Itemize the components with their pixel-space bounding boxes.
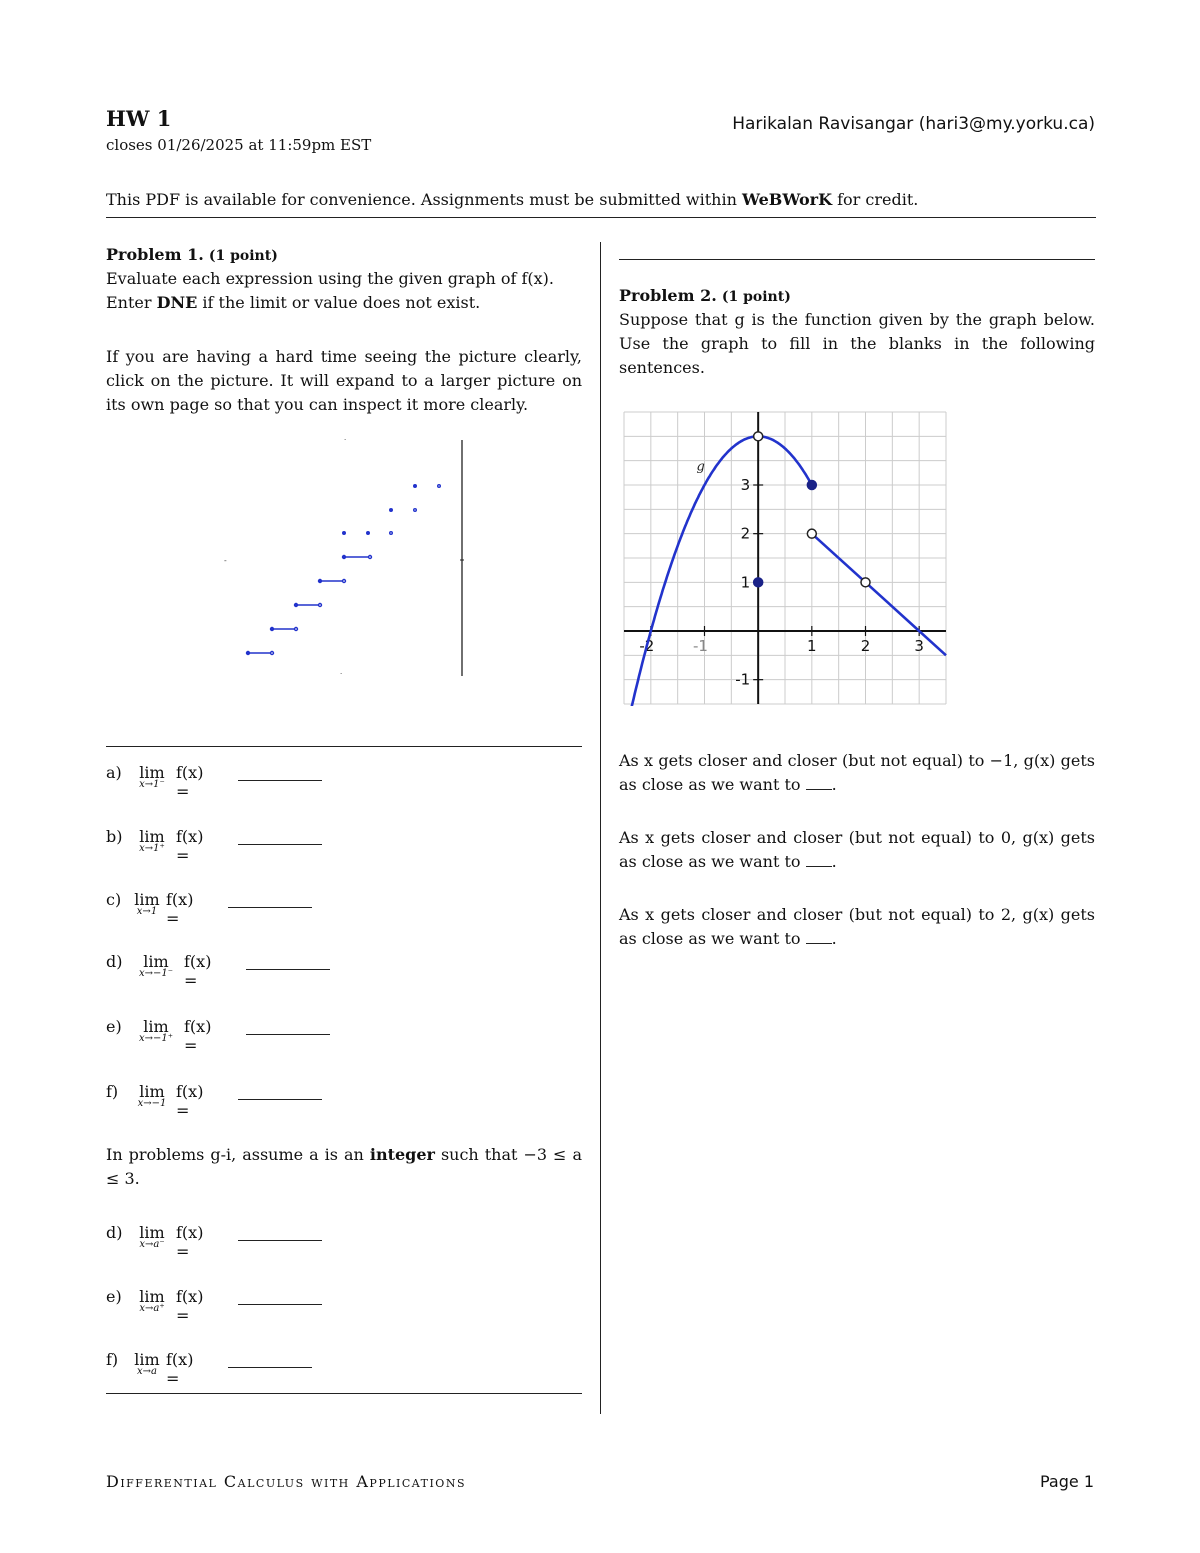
sentence-end: . — [831, 929, 837, 948]
question-label: c) — [106, 890, 122, 909]
limit-subscript: x→−1⁻ — [138, 968, 174, 979]
y-tick-label: 1 — [740, 573, 751, 592]
curve-branch-left — [624, 436, 812, 706]
limit-subscript: x→a⁺ — [139, 1303, 165, 1314]
answer-blank[interactable] — [246, 969, 330, 970]
graph-steps — [247, 485, 441, 655]
question-label: d) — [106, 1223, 123, 1242]
limit-subscript: x→a⁻ — [139, 1239, 165, 1250]
closed-point — [754, 578, 763, 587]
page-number: Page 1 — [1040, 1472, 1094, 1491]
fill-in-sentence — [619, 903, 1095, 951]
y-tick-label: 3 — [740, 476, 751, 494]
sentence-blank[interactable] — [806, 929, 832, 944]
limit-operator — [130, 1287, 174, 1314]
lim-word: lim — [134, 890, 160, 909]
header-rule — [106, 217, 1096, 218]
assignment-title: HW 1 — [106, 106, 172, 131]
closed-point — [807, 481, 816, 490]
integer-note-post: such that −3 ≤ a ≤ 3. — [106, 1145, 582, 1188]
problem-1-instruction: Evaluate each expression using the given graph of f(x). — [106, 269, 555, 288]
function-expression: f(x) = — [176, 827, 204, 865]
limit-subscript: x→−1⁺ — [138, 1033, 174, 1044]
function-expression: f(x) = — [176, 1082, 204, 1120]
limit-subscript: x→1 — [136, 906, 158, 917]
sentence-text: As x gets closer and closer (but not equal) to 2, g(x) gets as close as we want to — [619, 905, 1095, 948]
limit-operator — [130, 890, 164, 917]
sentence-end: . — [831, 775, 837, 794]
lim-word: lim — [139, 1223, 165, 1242]
lim-word: lim — [134, 1350, 160, 1369]
pdf-notice — [106, 190, 918, 209]
problem-2-points: (1 point) — [721, 289, 791, 305]
question-label: f) — [106, 1082, 119, 1101]
answer-blank[interactable] — [238, 844, 322, 845]
function-expression: f(x) = — [176, 763, 204, 801]
answer-blank[interactable] — [238, 1304, 322, 1305]
problem-2-intro: Suppose that g is the function given by the graph below. Use the graph to fill in the blanks in the following sentences. — [619, 310, 1095, 377]
limit-operator — [130, 763, 174, 790]
problem-1-graph[interactable] — [210, 432, 480, 682]
question-label: e) — [106, 1287, 122, 1306]
question-label: a) — [106, 763, 122, 782]
limit-subscript: x→−1 — [137, 1098, 167, 1109]
dne-keyword: DNE — [156, 293, 198, 312]
function-expression: f(x) = — [166, 1350, 194, 1388]
due-date: closes 01/26/2025 at 11:59pm EST — [106, 136, 372, 154]
integer-keyword: integer — [369, 1145, 435, 1164]
problem-1-label: Problem 1. — [106, 245, 204, 264]
problem-1-bottom-rule — [106, 1393, 582, 1394]
webwork-name: WeBWorK — [741, 190, 832, 209]
x-tick-label: 3 — [914, 637, 924, 655]
lim-word: lim — [139, 1082, 165, 1101]
sentence-text: As x gets closer and closer (but not equal) to −1, g(x) gets as close as we want to — [619, 751, 1095, 794]
answer-blank[interactable] — [238, 1099, 322, 1100]
graph-mark: · — [340, 670, 343, 678]
answer-blank[interactable] — [228, 907, 312, 908]
function-expression: f(x) = — [184, 952, 212, 990]
course-name: Differential Calculus with Applications — [106, 1472, 466, 1491]
lim-word: lim — [143, 1017, 169, 1036]
dne-pre: Enter — [106, 293, 157, 312]
y-tick-label: -1 — [735, 670, 751, 689]
lim-word: lim — [139, 827, 165, 846]
limit-subscript: x→1⁺ — [139, 843, 165, 854]
student-name: Harikalan Ravisangar (hari3@my.yorku.ca) — [732, 114, 1095, 134]
problem-2-graph[interactable] — [622, 410, 948, 706]
x-tick-label: -1 — [693, 637, 708, 655]
limit-operator — [130, 827, 174, 854]
lim-word: lim — [139, 1287, 165, 1306]
limit-operator — [130, 1017, 182, 1044]
sentence-blank[interactable] — [806, 852, 832, 867]
open-point — [807, 529, 816, 538]
sentence-blank[interactable] — [806, 775, 832, 790]
problem-1-rule — [106, 746, 582, 747]
problem-2-label: Problem 2. — [619, 286, 717, 305]
question-label: d) — [106, 952, 123, 971]
answer-blank[interactable] — [246, 1034, 330, 1035]
problem-1-heading — [106, 245, 278, 264]
limit-subscript: x→a — [137, 1366, 157, 1377]
open-point — [754, 432, 763, 441]
answer-blank[interactable] — [228, 1367, 312, 1368]
x-tick-label: -2 — [639, 637, 655, 655]
dne-post: if the limit or value does not exist. — [197, 293, 481, 312]
function-expression: f(x) = — [184, 1017, 212, 1055]
sentence-end: . — [831, 852, 837, 871]
curve-branch-right — [812, 534, 946, 656]
integer-note — [106, 1143, 582, 1191]
dne-instruction — [106, 291, 582, 315]
notice-text-end: for credit. — [832, 190, 919, 209]
limit-operator — [130, 1223, 174, 1250]
limit-operator — [130, 1350, 164, 1377]
graph-mark: - — [224, 556, 227, 565]
sentence-text: As x gets closer and closer (but not equal) to 0, g(x) gets as close as we want to — [619, 828, 1095, 871]
problem-1-intro — [106, 267, 582, 315]
notice-text: This PDF is available for convenience. Assignments must be submitted within — [106, 190, 742, 209]
curve-label: g — [696, 459, 705, 475]
column-divider — [600, 242, 601, 1414]
problem-1-points: (1 point) — [208, 248, 278, 264]
lim-word: lim — [139, 763, 165, 782]
question-label: b) — [106, 827, 123, 846]
answer-blank[interactable] — [238, 780, 322, 781]
graph-mark: · — [344, 436, 347, 444]
problem-2-heading — [619, 286, 791, 305]
question-label: f) — [106, 1350, 119, 1369]
picture-note: If you are having a hard time seeing the picture clearly, click on the picture. It will expand to a larger picture on its own page so that you can inspect it more clearly. — [106, 347, 582, 414]
limit-subscript: x→1⁻ — [139, 779, 165, 790]
integer-note-pre: In problems g-i, assume a is an — [106, 1145, 370, 1164]
y-tick-label: 2 — [740, 524, 751, 543]
lim-word: lim — [143, 952, 169, 971]
x-tick-label: 1 — [807, 637, 817, 655]
answer-blank[interactable] — [238, 1240, 322, 1241]
function-expression: f(x) = — [166, 890, 194, 928]
limit-operator — [130, 952, 182, 979]
limit-operator — [130, 1082, 174, 1109]
problem-2-rule — [619, 259, 1095, 260]
fill-in-sentence — [619, 826, 1095, 874]
open-point — [861, 578, 870, 587]
function-expression: f(x) = — [176, 1287, 204, 1325]
x-tick-label: 2 — [860, 637, 871, 655]
function-expression: f(x) = — [176, 1223, 204, 1261]
fill-in-sentence — [619, 749, 1095, 797]
question-label: e) — [106, 1017, 122, 1036]
